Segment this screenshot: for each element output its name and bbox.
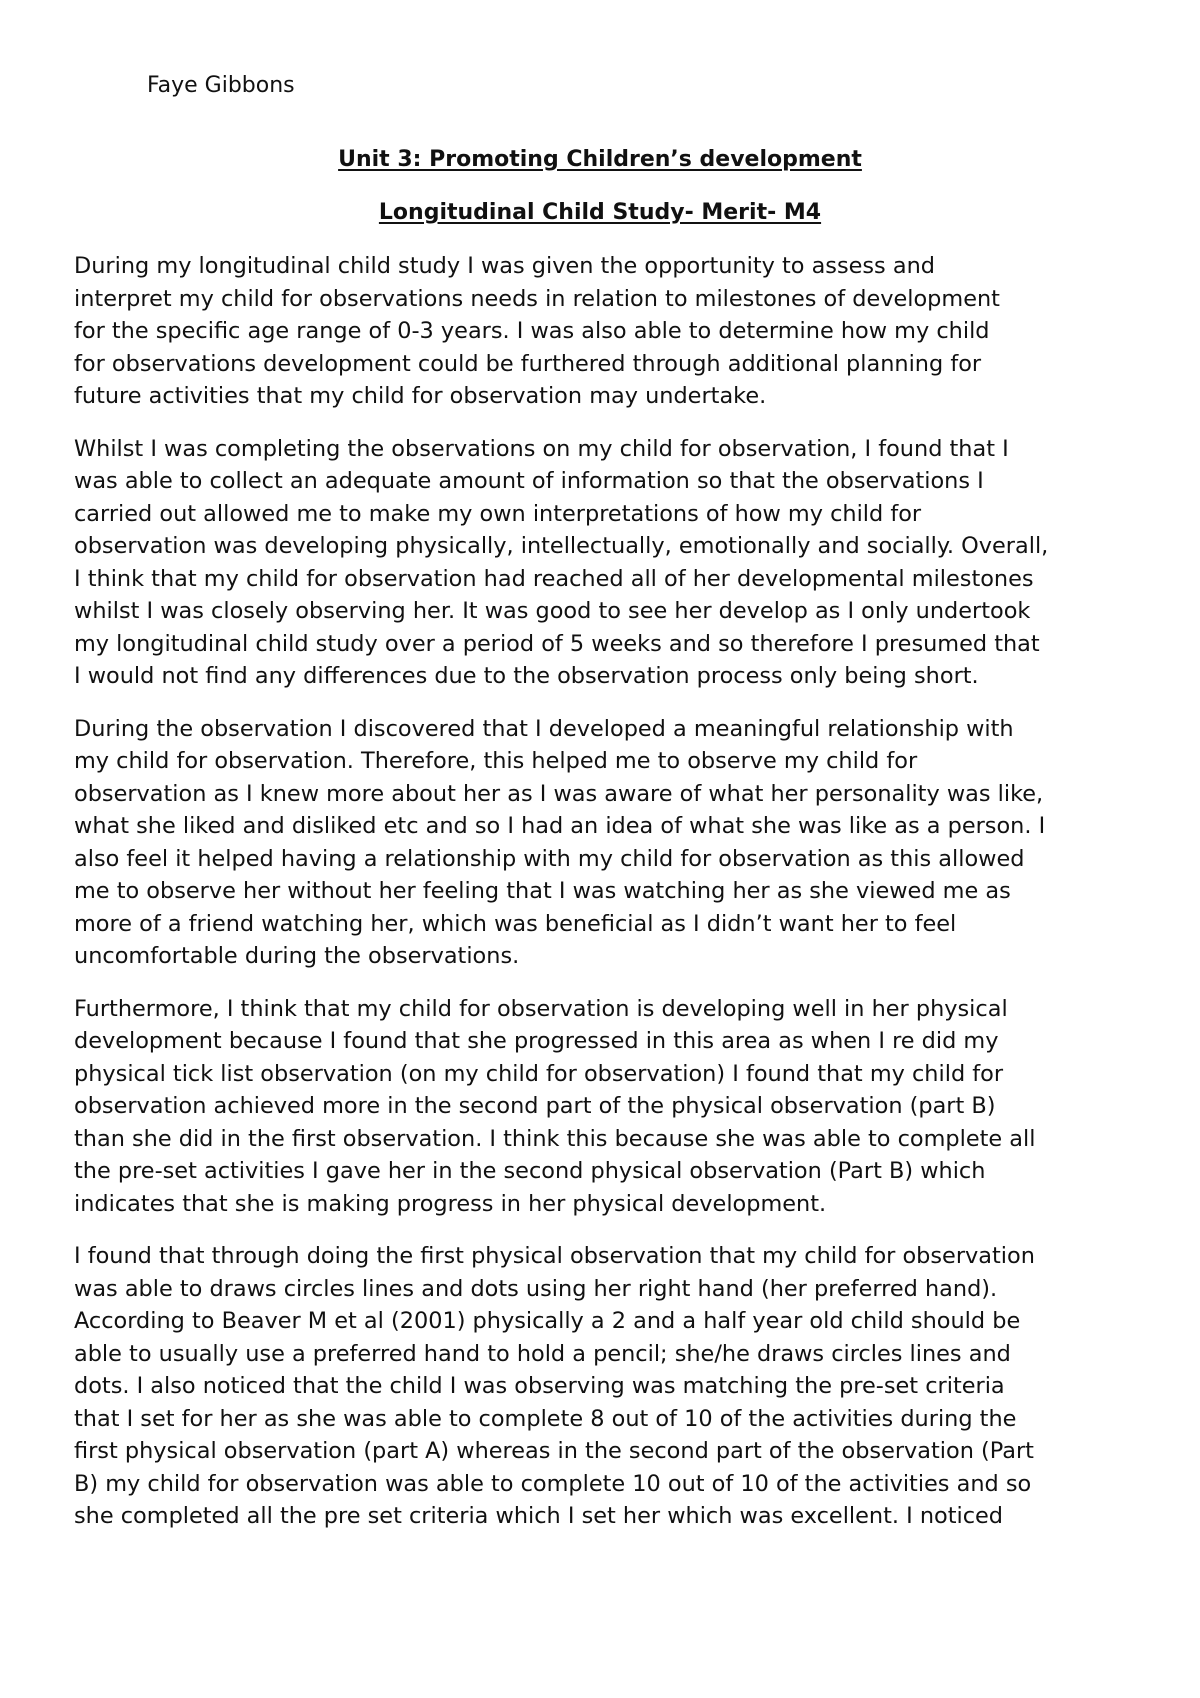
paragraph-1: During my longitudinal child study I was given the opportunity to assess and interpret my child for observations needs in relation to milestones of development for the specific age range of 0-3 years. I was also able to determine how my child for observations development could be furthered through additional planning for future activities that my child for observation may undertake. (74, 253, 1000, 409)
body-text (74, 250, 1134, 1553)
document-subtitle: Longitudinal Child Study- Merit- M4 (378, 200, 822, 225)
paragraph-4: Furthermore, I think that my child for observation is developing well in her physical development because I found that she progressed in this area as when I re did my physical tick list observation (on my child for observation) I found that my child for observation achieved more in the second part of the physical observation (part B) than she did in the first observation. I think this because she was able to complete all the pre-set activities I gave her in the second physical observation (Part B) which indicates that she is making progress in her physical development. (74, 995, 1036, 1217)
document-title: Unit 3: Promoting Children’s development (338, 147, 862, 172)
paragraph-2: Whilst I was completing the observations on my child for observation, I found that I was able to collect an adequate amount of information so that the observations I carried out allowed me to make my own interpretations of how my child for observation was developing physically, intellectually, emotionally and socially. Overall, I think that my child for observation had reached all of her developmental milestones whilst I was closely observing her. It was good to see her develop as I only undertook my longitudinal child study over a period of 5 weeks and so therefore I presumed that I would not find any differences due to the observation process only being short. (74, 435, 1049, 689)
author-name: Faye Gibbons (147, 73, 295, 98)
paragraph-3: During the observation I discovered that I developed a meaningful relationship with my child for observation. Therefore, this helped me to observe my child for observation as I knew more about her as I was aware of what her personality was like, what she liked and disliked etc and so I had an idea of what she was like as a person. I also feel it helped having a relationship with my child for observation as this allowed me to observe her without her feeling that I was watching her as she viewed me as more of a friend watching her, which was beneficial as I didn’t want her to feel uncomfortable during the observations. (74, 715, 1046, 969)
paragraph-5: I found that through doing the first physical observation that my child for observation was able to draws circles lines and dots using her right hand (her preferred hand). According to Beaver M et al (2001) physically a 2 and a half year old child should be able to usually use a preferred hand to hold a pencil; she/he draws circles lines and dots. I also noticed that the child I was observing was matching the pre-set criteria that I set for her as she was able to complete 8 out of 10 of the activities during the first physical observation (part A) whereas in the second part of the observation (Part B) my child for observation was able to complete 10 out of 10 of the activities and so she completed all the pre set criteria which I set her which was excellent. I noticed (74, 1243, 1035, 1529)
